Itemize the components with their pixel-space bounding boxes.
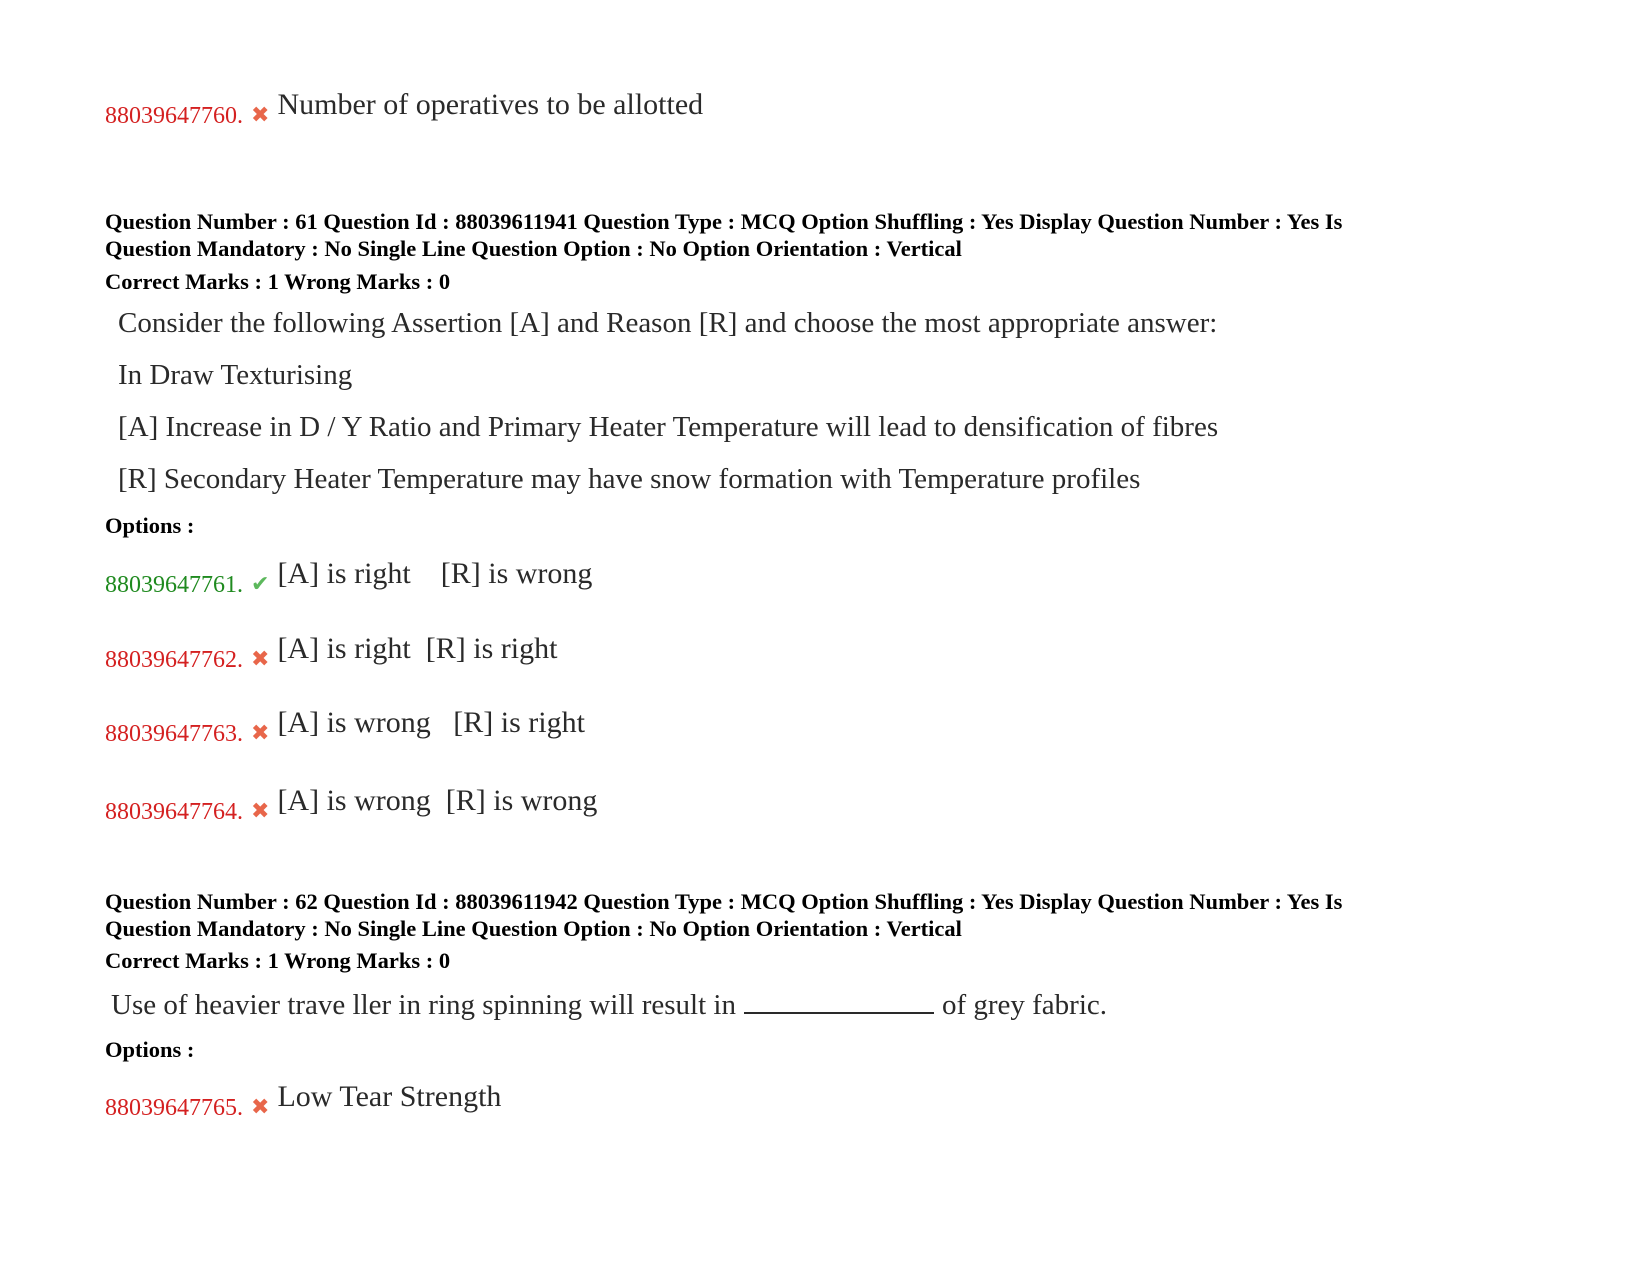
- cross-icon: ✖: [251, 799, 270, 824]
- option-id: 88039647762.: [105, 647, 243, 673]
- option-row: [105, 706, 585, 748]
- option-text: Low Tear Strength: [277, 1080, 502, 1113]
- cross-icon: ✖: [251, 647, 270, 672]
- question-marks: Correct Marks : 1 Wrong Marks : 0: [105, 269, 451, 294]
- option-text: [A] is right [R] is right: [277, 632, 558, 665]
- option-row: [105, 88, 704, 130]
- question-meta-line: Question Number : 61 Question Id : 88039611941 Question Type : MCQ Option Shuffling : Yes Display Question Number : Yes Is: [105, 209, 1343, 234]
- option-row: [105, 1080, 502, 1122]
- option-id: 88039647765.: [105, 1095, 243, 1121]
- option-row: [105, 784, 598, 826]
- answer-blank: [744, 990, 934, 1014]
- question-stem-line: [A] Increase in D / Y Ratio and Primary Heater Temperature will lead to densification of fibres: [118, 411, 1219, 443]
- check-icon: ✔: [251, 572, 270, 597]
- cross-icon: ✖: [251, 103, 270, 128]
- question-meta-line: Question Mandatory : No Single Line Question Option : No Option Orientation : Vertical: [105, 916, 962, 941]
- question-marks: Correct Marks : 1 Wrong Marks : 0: [105, 948, 451, 973]
- options-label: Options :: [105, 513, 195, 538]
- options-label: Options :: [105, 1037, 195, 1062]
- option-text: [A] is wrong [R] is right: [277, 706, 585, 739]
- question-meta-line: Question Mandatory : No Single Line Question Option : No Option Orientation : Vertical: [105, 236, 962, 261]
- question-stem-line: In Draw Texturising: [118, 359, 353, 391]
- option-text: [A] is right [R] is wrong: [277, 557, 593, 590]
- option-id: 88039647764.: [105, 799, 243, 825]
- option-text: [A] is wrong [R] is wrong: [277, 784, 598, 817]
- option-row: [105, 557, 593, 599]
- cross-icon: ✖: [251, 1095, 270, 1120]
- question-meta-line: Question Number : 62 Question Id : 88039611942 Question Type : MCQ Option Shuffling : Yes Display Question Number : Yes Is: [105, 889, 1343, 914]
- stem-text: of grey fabric.: [941, 989, 1108, 1021]
- cross-icon: ✖: [251, 721, 270, 746]
- option-row: [105, 632, 558, 674]
- question-stem-line: [R] Secondary Heater Temperature may have snow formation with Temperature profiles: [118, 463, 1141, 495]
- question-stem-line: Consider the following Assertion [A] and Reason [R] and choose the most appropriate answer:: [118, 307, 1218, 339]
- option-text: Number of operatives to be allotted: [277, 88, 704, 121]
- option-id: 88039647760.: [105, 103, 243, 129]
- question-meta: [105, 888, 1545, 942]
- question-meta: [105, 208, 1545, 262]
- question-stem-line: [111, 988, 1107, 1022]
- option-id: 88039647763.: [105, 721, 243, 747]
- option-id: 88039647761.: [105, 572, 243, 598]
- stem-text: Use of heavier trave ller in ring spinning will result in: [111, 989, 736, 1021]
